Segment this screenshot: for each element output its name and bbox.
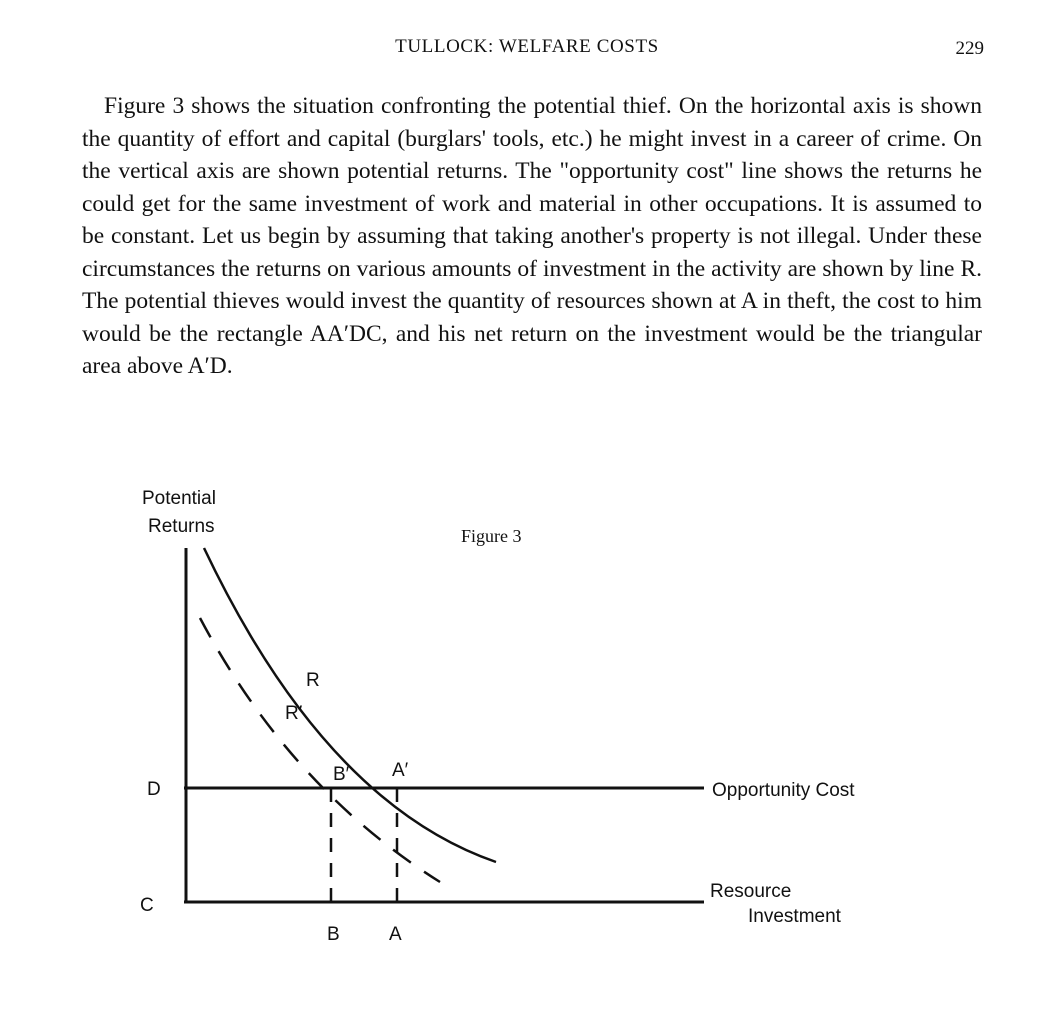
x-axis-label-line1: Resource [710,881,792,902]
label-c: C [140,895,154,916]
opportunity-cost-label: Opportunity Cost [712,780,855,801]
curve-r-prime [200,618,440,882]
page-number: 229 [955,38,984,59]
body-text [82,90,982,383]
body-paragraph: Figure 3 shows the situation confronting the potential thief. On the horizontal axis is shown the quantity of effort and capital (burglars' tools, etc.) he might invest in a career of crime. On the vertical axis are shown potential returns. The "opportunity cost" line shows the returns he could get for the same investment of work and material in other occupations. It is assumed to be constant. Let us begin by assuming that taking another's property is not illegal. Under these circumstances the returns on various amounts of investment in the activity are shown by line R. The potential thieves would invest the quantity of resources shown at A in theft, the cost to him would be the rectangle AA′DC, and his net return on the investment would be the triangular area above A′D. [82,93,982,379]
x-axis-label-line2: Investment [748,906,841,927]
label-b-prime: B′ [333,764,350,785]
label-a: A [389,924,402,945]
figure-3-diagram [0,470,1054,1020]
figure-3 [0,470,1054,1020]
running-head [0,32,1054,62]
label-b: B [327,924,340,945]
label-r: R [306,670,320,691]
label-r-prime: R′ [285,703,303,724]
label-a-prime: A′ [392,760,409,781]
label-d: D [147,779,161,800]
figure-title: Figure 3 [461,526,522,546]
running-title: TULLOCK: WELFARE COSTS [395,36,659,57]
y-axis-label-line1: Potential [142,488,216,509]
y-axis-label-line2: Returns [148,516,215,537]
